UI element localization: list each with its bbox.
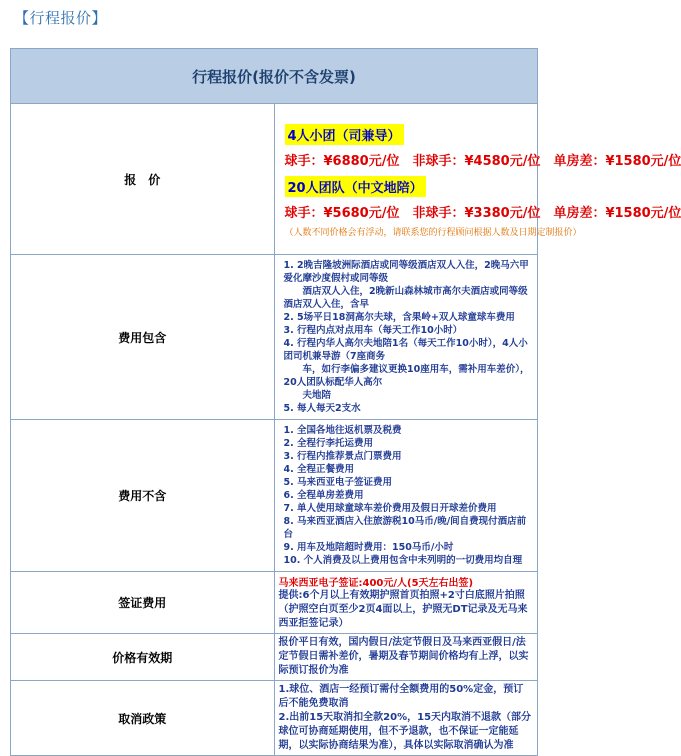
excluded-row	[11, 420, 538, 572]
excluded-list	[276, 421, 537, 570]
excluded-item: 4. 全程正餐费用	[283, 464, 355, 475]
quote-table	[10, 48, 681, 756]
included-label: 费用包含	[11, 255, 275, 420]
price-note: （人数不同价格会有浮动，请联系您的行程顾问根据人数及日期定制报价）	[284, 227, 582, 238]
included-item: 车，如行李偏多建议更换10座用车，需补用车差价），20人团队标配华人高尔	[283, 364, 530, 388]
group2-prices: 球手：¥5680元/位 非球手：¥3380元/位 单房差：¥1580元/位	[284, 205, 681, 221]
table-header: 行程报价(报价不含发票)	[11, 49, 538, 104]
excluded-item: 2. 全程行李托运费用	[283, 438, 374, 449]
included-item: 夫地陪	[283, 390, 332, 401]
validity-text: 报价平日有效，国内假日/法定节假日及马来西亚假日/法定节假日需补差价，暑期及春节期间价格均有上浮，以实际预订报价为准	[274, 634, 538, 681]
included-item: 酒店双人入住，2晚新山森林城市高尔夫酒店或同等级酒店双人入住，含早	[283, 286, 528, 310]
excluded-item: 6. 全程单房差费用	[283, 490, 364, 501]
excluded-item: 8. 马来西亚酒店入住旅游税10马币/晚/间自费现付酒店前台	[283, 516, 527, 540]
excluded-label: 费用不含	[11, 420, 275, 572]
visa-label: 签证费用	[11, 572, 275, 634]
visa-desc: 提供:6个月以上有效期护照首页拍照+2寸白底照片拍照（护照空白页至少2页4面以上，护照无DT记录及无马来西亚拒签记录）	[278, 590, 528, 629]
cancel-text: 1.球位、酒店一经预订需付全额费用的50%定金，预订后不能免费取消 2.出前15天取消扣全款20%，15天内取消不退款（部分球位可协商延期使用，但不予退款，也不保证一定能延期，以实际协商结果为准），具体以实际取消确认为准	[274, 681, 538, 756]
excluded-item: 9. 用车及地陪超时费用：150马币/小时	[283, 542, 454, 553]
price-label: 报 价	[11, 104, 275, 255]
group1-title: 4人小团（司兼导）	[285, 124, 404, 145]
visa-fee: 马来西亚电子签证:400元/人(5天左右出签)	[278, 578, 474, 589]
included-item: 4. 行程内华人高尔夫地陪1名（每天工作10小时），4人小团司机兼导游（7座商务	[283, 338, 528, 362]
excluded-item: 10. 个人消费及以上费用包含中未列明的一切费用均自理	[283, 555, 523, 566]
group2-title: 20人团队（中文地陪）	[285, 176, 426, 197]
included-row	[11, 255, 538, 420]
price-row	[11, 104, 538, 255]
excluded-item: 3. 行程内推荐景点门票费用	[283, 451, 402, 462]
visa-row	[11, 572, 538, 634]
excluded-content	[274, 420, 538, 572]
validity-label: 价格有效期	[11, 634, 275, 681]
validity-row	[11, 634, 538, 681]
visa-content	[274, 572, 538, 634]
included-item: 1. 2晚吉隆坡洲际酒店或同等级酒店双人入住，2晚马六甲爱化摩沙度假村或同等级	[283, 260, 529, 284]
excluded-item: 5. 马来西亚电子签证费用	[283, 477, 393, 488]
excluded-item: 7. 单人使用球童球车差价费用及假日开球差价费用	[283, 503, 497, 514]
included-content	[274, 255, 538, 420]
group1-prices: 球手：¥6880元/位 非球手：¥4580元/位 单房差：¥1580元/位	[284, 153, 681, 169]
included-item: 5. 每人每天2支水	[283, 403, 361, 414]
included-item: 3. 行程内点对点用车（每天工作10小时）	[283, 325, 463, 336]
price-content	[274, 104, 681, 255]
cancel-row	[11, 681, 538, 756]
excluded-item: 1. 全国各地往返机票及税费	[283, 425, 402, 436]
included-list	[276, 256, 537, 418]
cancel-label: 取消政策	[11, 681, 275, 756]
section-title: 【行程报价】	[14, 9, 108, 27]
included-item: 2. 5场平日18洞高尔夫球，含果岭+双人球童球车费用	[283, 312, 515, 323]
